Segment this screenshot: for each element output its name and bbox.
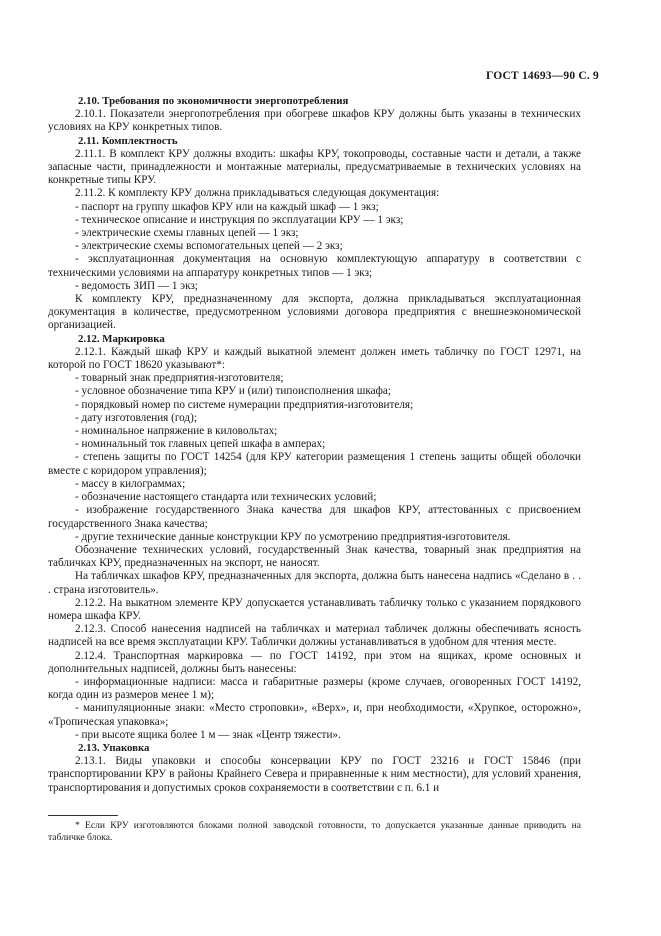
- list-item: - информационные надписи: масса и габаритные размеры (кроме случаев, оговоренных ГОСТ 14192, когда один из размеров менее 1 м);: [48, 675, 581, 702]
- list-item: - степень защиты по ГОСТ 14254 (для КРУ категории размещения 1 степень защиты общей оболочки вместе с коридором управления);: [48, 451, 581, 477]
- list-item: - обозначение настоящего стандарта или технических условий;: [75, 491, 377, 504]
- list-item: - паспорт на группу шкафов КРУ или на каждый шкаф — 1 экз;: [75, 200, 379, 213]
- list-item: - товарный знак предприятия-изготовителя;: [75, 372, 284, 385]
- paragraph: 2.13.1. Виды упаковки и способы консервации КРУ по ГОСТ 23216 и ГОСТ 15846 (при транспортировании КРУ в районы Крайнего Севера и приравненные к ним местности), для условий хранения, транспортирования и допустимых сроков сохраняемости в соответствии с п. 6.1 и: [48, 755, 581, 794]
- list-item: - электрические схемы главных цепей — 1 экз;: [75, 227, 299, 240]
- section-heading: 2.10. Требования по экономичности энергопотребления: [78, 95, 349, 107]
- paragraph: 2.11.2. К комплекту КРУ должна прикладываться следующая документация:: [75, 187, 440, 200]
- list-item: - условное обозначение типа КРУ и (или) типоисполнения шкафа;: [75, 385, 391, 398]
- list-item: - электрические схемы вспомогательных цепей — 2 экз;: [75, 240, 343, 253]
- paragraph: На табличках шкафов КРУ, предназначенных для экспорта, должна быть нанесена надпись «Сделано в . . . страна изготовитель».: [48, 570, 581, 596]
- paragraph: 2.10.1. Показатели энергопотребления при обогреве шкафов КРУ должны быть указаны в технических условиях на КРУ конкретных типов.: [48, 108, 581, 134]
- paragraph: Обозначение технических условий, государственный Знак качества, товарный знак предприятия на табличках КРУ, предназначенных на экспорт, не наносят.: [48, 543, 581, 570]
- paragraph: 2.11.1. В комплект КРУ должны входить: шкафы КРУ, токопроводы, составные части и детали, а также запасные части, принадлежности и монтажные материалы, предусматриваемые в технических условиях на конкретные типы КРУ.: [48, 147, 581, 187]
- list-item: - номинальный ток главных цепей шкафа в амперах;: [75, 438, 326, 451]
- list-item: - дату изготовления (год);: [75, 411, 197, 424]
- list-item: - манипуляционные знаки: «Место строповки», «Верх», и, при необходимости, «Хрупкое, осторожно», «Тропическая упаковка»;: [48, 702, 581, 728]
- footnote-divider: [48, 815, 118, 816]
- paragraph: К комплекту КРУ, предназначенному для экспорта, должна прикладываться эксплуатационная документация в количестве, предусмотренном условиями договора предприятия с внешнеэкономической организацией.: [48, 293, 581, 332]
- paragraph: 2.12.2. На выкатном элементе КРУ допускается устанавливать табличку только с указанием порядкового номера шкафа КРУ.: [48, 596, 581, 622]
- paragraph: 2.12.1. Каждый шкаф КРУ и каждый выкатной элемент должен иметь табличку по ГОСТ 12971, на которой по ГОСТ 18620 указывают*:: [48, 345, 581, 372]
- section-heading: 2.13. Упаковка: [78, 741, 150, 754]
- section-heading: 2.11. Комплектность: [78, 134, 178, 147]
- list-item: - изображение государственного Знака качества для шкафов КРУ, аттестованных с присвоением государственного Знака качества;: [48, 504, 581, 530]
- footnote: * Если КРУ изготовляются блоками полной заводской готовности, то допускается указанные данные приводить на табличке блока.: [48, 820, 581, 843]
- document-body: [48, 95, 581, 795]
- list-item: - номинальное напряжение в киловольтах;: [75, 425, 278, 438]
- section-heading: 2.12. Маркировка: [78, 332, 165, 345]
- list-item: - эксплуатационная документация на основную комплектующую аппаратуру в соответствии с техническими условиями на аппаратуру конкретных типов — 1 экз;: [48, 253, 581, 279]
- list-item: - ведомость ЗИП — 1 экз;: [75, 279, 198, 292]
- list-item: - массу в килограммах;: [75, 477, 186, 490]
- list-item: - техническое описание и инструкция по эксплуатации КРУ — 1 экз;: [75, 213, 404, 226]
- paragraph: 2.12.4. Транспортная маркировка — по ГОСТ 14192, при этом на ящиках, кроме основных и дополнительных надписей, должны быть нанесены:: [48, 649, 581, 675]
- list-item: - при высоте ящика более 1 м — знак «Центр тяжести».: [75, 728, 341, 741]
- list-item: - другие технические данные конструкции КРУ по усмотрению предприятия-изготовителя.: [75, 530, 511, 543]
- page-header: ГОСТ 14693—90 С. 9: [486, 70, 599, 82]
- list-item: - порядковый номер по системе нумерации предприятия-изготовителя;: [75, 398, 414, 411]
- paragraph: 2.12.3. Способ нанесения надписей на табличках и материал табличек должны обеспечивать ясность надписей на все время эксплуатации КРУ. Таблички должны устанавливаться в удобном для чтения месте.: [48, 623, 581, 649]
